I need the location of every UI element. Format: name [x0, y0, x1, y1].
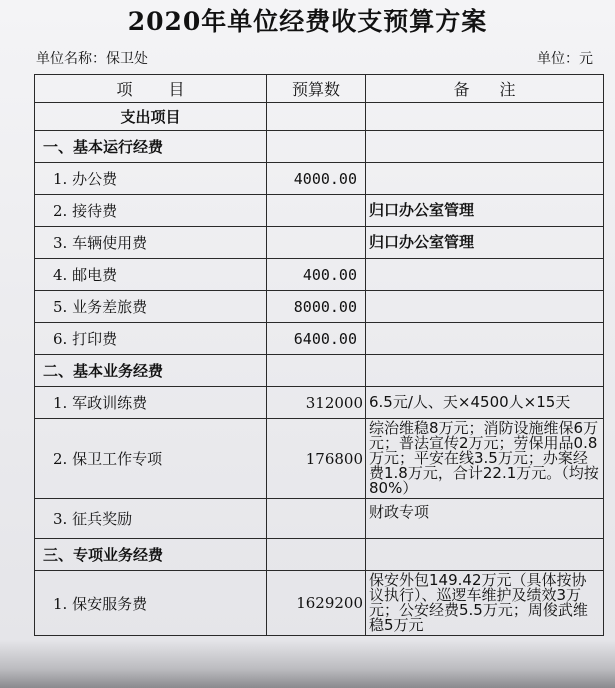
row-note — [366, 259, 604, 291]
header-budget: 预算数 — [267, 75, 366, 103]
table-row — [35, 323, 604, 355]
row-item: 1. 办公费 — [35, 163, 267, 195]
row-note — [366, 323, 604, 355]
row-note: 综治维稳8万元；消防设施维保6万元；普法宣传2万元；劳保用品0.8万元；平安在线3.5万元；办案经费1.8万元，合计22.1万元。（均按80%） — [366, 419, 604, 499]
table-header-row — [35, 75, 604, 103]
table-row — [35, 195, 604, 227]
row-budget: 4000.00 — [267, 163, 366, 195]
row-budget — [267, 499, 366, 539]
section-row — [35, 131, 604, 163]
table-row — [35, 571, 604, 636]
row-note: 保安外包149.42万元（具体按协议执行）、巡逻车维护及绩效3万元；公安经费5.5万元；周俊武维稳5万元 — [366, 571, 604, 636]
row-budget — [267, 195, 366, 227]
row-note: 归口办公室管理 — [366, 227, 604, 259]
row-budget: 6400.00 — [267, 323, 366, 355]
row-item: 5. 业务差旅费 — [35, 291, 267, 323]
table-row — [35, 163, 604, 195]
budget-table — [34, 74, 604, 636]
row-note: 6.5元/人、天×4500人×15天 — [366, 387, 604, 419]
row-note — [366, 291, 604, 323]
expense-heading: 支出项目 — [35, 103, 267, 131]
row-item: 1. 保安服务费 — [35, 571, 267, 636]
table-row — [35, 291, 604, 323]
row-item: 3. 征兵奖励 — [35, 499, 267, 539]
section-basic-operation: 一、基本运行经费 — [35, 131, 267, 163]
row-budget: 400.00 — [267, 259, 366, 291]
row-item: 1. 军政训练费 — [35, 387, 267, 419]
table-row — [35, 227, 604, 259]
unit-name-label: 单位名称：保卫处 — [36, 51, 148, 67]
header-item: 项目 — [35, 75, 267, 103]
table-row — [35, 387, 604, 419]
row-note — [366, 163, 604, 195]
table-row — [35, 259, 604, 291]
paper-bottom-shadow — [0, 640, 615, 688]
section-basic-business: 二、基本业务经费 — [35, 355, 267, 387]
row-note: 财政专项 — [366, 499, 604, 539]
row-item: 2. 接待费 — [35, 195, 267, 227]
currency-unit-label: 单位：元 — [537, 51, 593, 67]
row-item: 4. 邮电费 — [35, 259, 267, 291]
header-note: 备注 — [366, 75, 604, 103]
row-budget: 176800 — [267, 419, 366, 499]
row-item: 6. 打印费 — [35, 323, 267, 355]
row-budget — [267, 227, 366, 259]
row-budget: 8000.00 — [267, 291, 366, 323]
row-budget: 1629200 — [267, 571, 366, 636]
document-title: 2020年单位经费收支预算方案 — [127, 7, 488, 36]
table-row — [35, 419, 604, 499]
section-row — [35, 355, 604, 387]
row-budget: 312000 — [267, 387, 366, 419]
row-item: 3. 车辆使用费 — [35, 227, 267, 259]
row-item: 2. 保卫工作专项 — [35, 419, 267, 499]
table-row — [35, 103, 604, 131]
row-note: 归口办公室管理 — [366, 195, 604, 227]
section-special-business: 三、专项业务经费 — [35, 539, 267, 571]
section-row — [35, 539, 604, 571]
table-row — [35, 499, 604, 539]
